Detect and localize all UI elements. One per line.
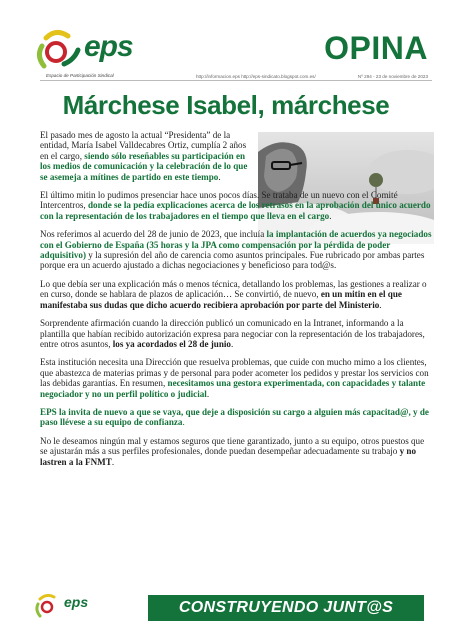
text-run: .	[329, 210, 332, 221]
text-run: necesitamos una gestora experimentada, con capacidades y talante negociador y no un perfil político o judicial	[40, 378, 426, 399]
footer-logo[interactable]	[34, 592, 114, 622]
paragraph-7	[40, 407, 432, 428]
paragraph-6	[40, 357, 432, 399]
eps-logo-icon	[34, 592, 62, 620]
text-run: .	[206, 388, 210, 399]
paragraph-8	[40, 436, 432, 467]
paragraph-3	[40, 229, 432, 271]
paragraph-4	[40, 279, 432, 310]
text-run: .	[182, 417, 185, 428]
text-run: Sorprendente afirmación cuando la dirección publicó un comunicado en la Intranet, informando a la plantilla que habían recibido autorización expresa para negociar con la representación de los trabajadores, entre otros asuntos,	[40, 318, 425, 349]
text-run: El pasado mes de agosto la actual “Presidenta” de la entidad, María Isabel Valldecabres Ortiz, cumplía 2 años en el cargo,	[40, 130, 247, 161]
logo-text: eps	[84, 30, 133, 63]
text-run: y no lastren a la FNMT	[40, 446, 417, 467]
text-run: EPS la invita de nuevo a que se vaya, que deje a disposición su cargo a alguien más capacitad@, y de paso llévese a su equipo de confianza	[40, 406, 429, 428]
text-run: la implantación de acuerdos ya negociados con el Gobierno de España (35 horas y la JPA como compensación por la pérdida de poder adquisitivo)	[40, 229, 432, 261]
paragraph-5	[40, 318, 432, 349]
section-title: OPINA	[324, 30, 428, 66]
header-url[interactable]: http://informacion.eps http://eps-sindicato.blogspot.com.es/	[196, 74, 316, 79]
text-run: y la supresión del año de carencia como asuntos principales. Fue rubricado por ambas partes porque era un acuerdo ajustado a dichas negociaciones y beneficioso para tod@s.	[40, 250, 425, 271]
tagline: Espacio de Participación Sindical	[46, 73, 114, 78]
text-run: .	[111, 456, 115, 467]
paragraph-1	[40, 130, 254, 182]
text-run: Nos referimos al acuerdo del 28 de junio de 2023, que incluía	[40, 229, 267, 240]
paragraph-2	[40, 190, 432, 221]
eps-logo[interactable]	[34, 28, 144, 74]
footer	[0, 588, 452, 628]
text-run: .	[379, 299, 382, 310]
issue-info: Nº 294 - 23 de noviembre de 2023	[357, 74, 428, 79]
header-divider	[40, 80, 432, 81]
text-run: en un mitin en el que manifestaba sus dudas que dicho acuerdo recibiera aprobación por parte del Ministerio	[40, 289, 402, 310]
header	[0, 0, 452, 92]
text-run: .	[218, 171, 221, 182]
text-run: los ya acordados el 28 de junio	[112, 338, 231, 349]
eps-logo-icon	[34, 28, 86, 74]
text-run: No le deseamos ningún mal y estamos seguros que tiene garantizado, junto a su equipo, otros puestos que se ajustarán más a sus perfiles profesionales, donde puedan desempeñar adecuadamente su trabajo	[40, 435, 425, 457]
text-run: donde se la pedía explicaciones acerca de los retrasos en la aprobación del único acuerdo con la representación de los trabajadores en el tiempo que lleva en el cargo	[40, 200, 431, 221]
slogan-banner: CONSTRUYENDO JUNT@S	[148, 595, 424, 621]
text-run: Lo que debía ser una explicación más o menos técnica, detallando los problemas, las gestiones a realizar o en curso, donde se hablara de plazos de aplicación… Se convirtió, de nuevo,	[40, 278, 427, 300]
footer-logo-text: eps	[64, 594, 89, 610]
text-run: Esta institución necesita una Dirección que resuelva problemas, que cuide con mucho mimo a los clientes, que abastezca de materias primas y de personal para poder acometer los pedidos y prestar los servicios con las debidas garantías. En resumen,	[40, 357, 429, 389]
text-run: El último mitin lo pudimos presenciar hace unos pocos días. Se trataba de un nuevo con el Comité Intercentros,	[40, 190, 398, 211]
article-body	[40, 130, 432, 475]
headline: Márchese Isabel, márchese	[62, 90, 390, 120]
text-run: .	[230, 338, 234, 349]
text-run: siendo sólo reseñables su participación en los medios de comunicación y la celebración de lo que se asemeja a mítines de partido en este tiempo	[40, 150, 248, 182]
